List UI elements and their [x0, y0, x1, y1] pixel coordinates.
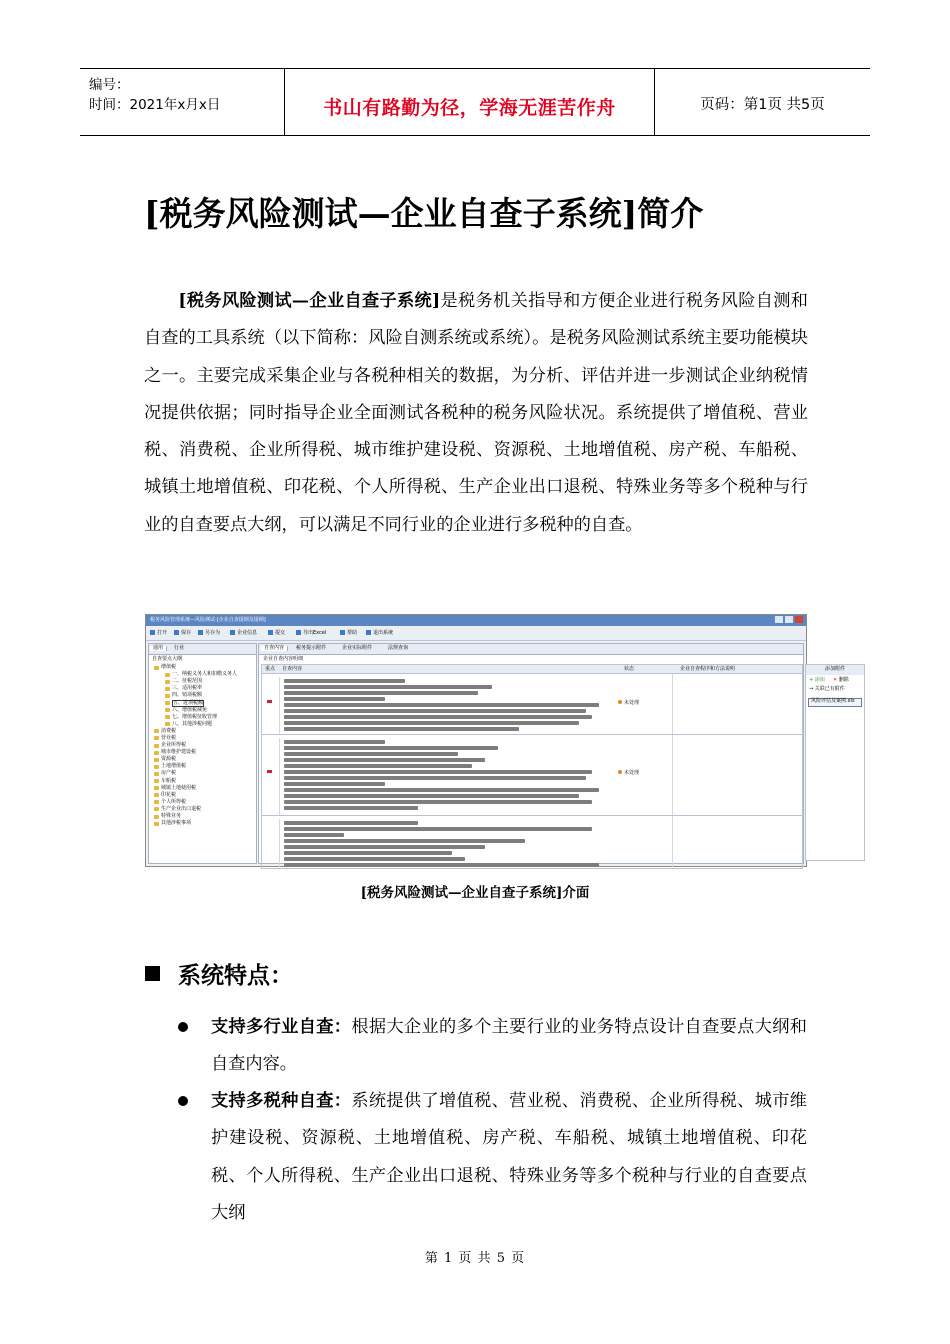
tab-regulation-query: 法规查询 [388, 645, 409, 651]
intro-paragraph [144, 283, 808, 544]
main-tabs [259, 644, 803, 655]
screenshot-main-pane [258, 643, 855, 864]
tab-tax-hint-attachments: 税务提示附件 [296, 645, 327, 651]
tab-self-check-content: 自查内容 [261, 646, 288, 651]
document-number-label: 编号： [89, 77, 130, 93]
tree-node: 六、增值税减免 [151, 707, 254, 714]
attached-file: 风险评估及案例.xls [808, 698, 862, 707]
grid-row [261, 674, 803, 735]
toolbar-save-as: 另存为 [198, 630, 220, 636]
grid-row [261, 735, 803, 816]
toolbar-open: 打开 [150, 630, 167, 636]
toolbar-save: 保存 [174, 630, 191, 636]
header-motto-cell [285, 69, 655, 135]
delete-attachment-button: ✕ 删除 [833, 677, 849, 683]
grid-caption: 企业自查内容明细 [263, 656, 304, 662]
feature-text: 系统提供了增值税、营业税、消费税、企业所得税、城市维护建设税、资源税、土地增值税、房产税、车船税、城镇土地增值税、印花税、个人所得税、生产企业出口退税、特殊业务等多个税种与行业的自查要点大纲 [211, 1091, 807, 1223]
tree-caption: 自查要点大纲 [152, 656, 183, 662]
flag-icon [267, 770, 272, 773]
tree-node: 营业税 [151, 735, 254, 742]
grid-header-method: 企业自查程序和方法说明 [680, 666, 736, 672]
toolbar-submit: 提交 [268, 630, 285, 636]
tree-node: 印花税 [151, 792, 254, 799]
system-screenshot-figure [145, 614, 855, 867]
feature-bold-lead: 支持多行业自查： [211, 1017, 352, 1037]
close-icon [795, 616, 803, 623]
grid-header [261, 664, 803, 674]
tree-node: 七、增值税征收管理 [151, 714, 254, 721]
tree-node: 城镇土地使用税 [151, 785, 254, 792]
document-time-label: 时间：2021年x月x日 [89, 97, 221, 113]
sidebar-tabs [149, 644, 256, 655]
link-attachment-button: → 关联已有附件 [809, 686, 845, 692]
side-tab-general: 通用 [150, 646, 167, 651]
tree-node: 其他涉税事项 [151, 820, 254, 827]
screenshot-window-title: 税务风险管理系统—风险测试-[企业自查提纲及提纲] [150, 617, 266, 623]
section-title: 系统特点： [178, 963, 293, 989]
outline-tree [151, 664, 254, 861]
header-page-info: 页码：第1页 共5页 [700, 97, 825, 113]
tab-company-attachments: 企业实际附件 [342, 645, 373, 651]
row-method-cell [672, 735, 803, 815]
tree-node: 企业所得税 [151, 742, 254, 749]
row-method-cell [672, 816, 803, 868]
tree-node: 城市维护建设税 [151, 749, 254, 756]
intro-bold-lead: [税务风险测试—企业自查子系统] [178, 291, 441, 311]
header-meta-cell [80, 69, 285, 135]
row-status: 未处理 [614, 700, 672, 706]
row-content-text [279, 738, 615, 815]
header-motto: 书山有路勤为径，学海无涯苦作舟 [323, 97, 616, 119]
flag-icon [267, 700, 272, 703]
row-content-text [279, 677, 615, 734]
toolbar-company-info: 企业信息 [230, 630, 257, 636]
figure-caption: [税务风险测试—企业自查子系统]介面 [360, 885, 590, 901]
grid-header-key: 重点 [265, 666, 276, 672]
side-tab-industry: 行业 [174, 645, 185, 651]
bullet-dot-icon [178, 1022, 188, 1032]
row-method-cell [672, 674, 803, 734]
tree-node: 房产税 [151, 770, 254, 777]
document-title: [税务风险测试—企业自查子系统]简介 [144, 194, 704, 233]
tree-node: 消费税 [151, 728, 254, 735]
screenshot-title-bar [146, 615, 806, 626]
tree-node-selected: 五、进项税额 [151, 699, 254, 706]
window-controls [773, 616, 803, 624]
grid-header-content: 自查内容 [282, 666, 303, 672]
feature-text: 根据大企业的多个主要行业的业务特点设计自查要点大纲和自查内容。 [211, 1017, 807, 1075]
section-heading [145, 957, 293, 990]
row-status: 未处理 [614, 770, 672, 776]
screenshot-toolbar [146, 627, 806, 641]
tree-node: 一、纳税义务人和扣缴义务人 [151, 671, 254, 678]
add-attachment-button: + 添加 [809, 677, 825, 683]
bullet-dot-icon [178, 1096, 188, 1106]
tree-node: 个人所得税 [151, 799, 254, 806]
tree-node: 增值税 [151, 664, 254, 671]
tree-node: 四、销项税额 [151, 692, 254, 699]
grid-row [261, 816, 803, 869]
tree-node: 生产企业出口退税 [151, 806, 254, 813]
grid-header-status: 状态 [624, 666, 635, 672]
toolbar-help: 帮助 [340, 630, 357, 636]
tree-node: 二、征税范围 [151, 678, 254, 685]
feature-item [211, 1083, 807, 1232]
maximize-icon [785, 616, 793, 623]
page-header [80, 68, 870, 136]
page-footer: 第 1 页 共 5 页 [424, 1251, 526, 1266]
row-content-text [279, 819, 615, 868]
feature-item [211, 1009, 807, 1084]
screenshot-sidebar [148, 643, 257, 864]
attachment-panel [805, 664, 865, 861]
minimize-icon [775, 616, 783, 623]
toolbar-export-excel: 导出Excel [296, 630, 326, 636]
toolbar-exit: 退出系统 [366, 630, 393, 636]
square-bullet-icon [145, 966, 160, 981]
feature-bold-lead: 支持多税种自查： [211, 1091, 352, 1111]
tree-node: 八、其他涉税问题 [151, 721, 254, 728]
tree-node: 土地增值税 [151, 763, 254, 770]
tree-node: 特殊业务 [151, 813, 254, 820]
tree-node: 资源税 [151, 756, 254, 763]
attachment-panel-header: 添加附件 [806, 665, 864, 675]
tree-node: 车船税 [151, 778, 254, 785]
tree-node: 三、适用税率 [151, 685, 254, 692]
intro-text: 是税务机关指导和方便企业进行税务风险自测和自查的工具系统（以下简称：风险自测系统或系统）。是税务风险测试系统主要功能模块之一。主要完成采集企业与各税种相关的数据，为分析、评估并进一步测试企业纳税情况提供依据；同时指导企业全面测试各税种的税务风险状况。系统提供了增值税、营业税、消费税、企业所得税、城市维护建设税、资源税、土地增值税、房产税、车船税、城镇土地增值税、印花税、个人所得税、生产企业出口退税、特殊业务等多个税种与行业的自查要点大纲，可以满足不同行业的企业进行多税种的自查。 [144, 291, 808, 535]
